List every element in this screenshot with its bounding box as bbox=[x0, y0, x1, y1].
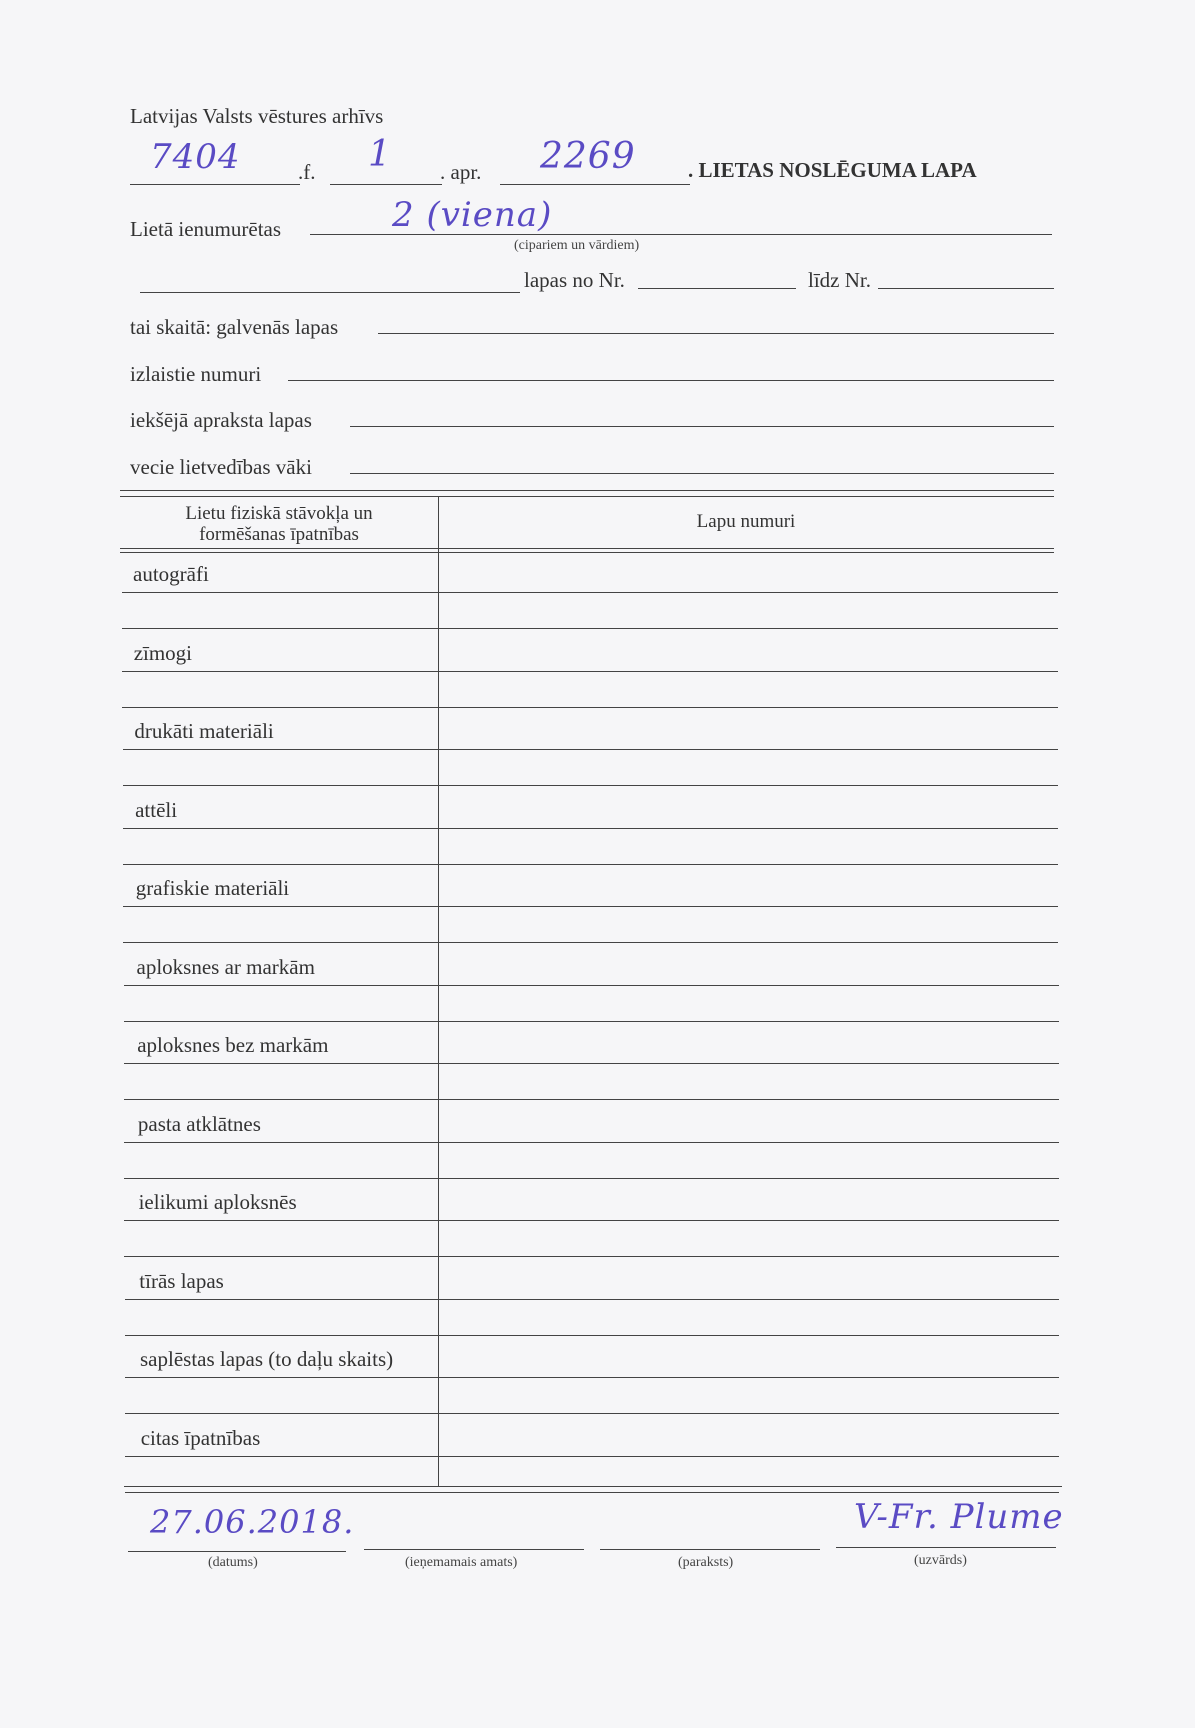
case-number-handwritten: 2269 bbox=[540, 136, 636, 177]
inner-description-underline bbox=[350, 426, 1054, 427]
table-row-label: ielikumi aploksnēs bbox=[138, 1190, 297, 1214]
fond-suffix: .f. bbox=[298, 160, 316, 184]
old-covers-underline bbox=[350, 473, 1054, 474]
old-covers-label: vecie lietvedības vāki bbox=[130, 455, 312, 479]
table-row-line bbox=[124, 1063, 1059, 1064]
col1-header-line2: formēšanas īpatnības bbox=[199, 524, 359, 545]
table-col1-header bbox=[120, 503, 438, 545]
table-row-line bbox=[122, 592, 1058, 593]
enumerated-hint: (cipariem un vārdiem) bbox=[514, 238, 640, 253]
inventory-underline bbox=[330, 184, 442, 185]
table-row-line bbox=[123, 749, 1059, 750]
surname-underline bbox=[836, 1547, 1056, 1548]
skipped-numbers-label: izlaistie numuri bbox=[130, 362, 262, 386]
table-row-separator bbox=[123, 942, 1058, 943]
enumerated-label: Lietā ienumurētas bbox=[130, 217, 282, 241]
table-row-separator bbox=[124, 1178, 1059, 1179]
signature-label: (paraksts) bbox=[678, 1555, 734, 1570]
table-header-bottom-line-2 bbox=[120, 552, 1054, 553]
table-row-label: pasta atklātnes bbox=[137, 1111, 261, 1136]
fond-underline bbox=[130, 184, 300, 185]
table-row-line bbox=[123, 906, 1058, 907]
table-row-line bbox=[124, 1142, 1059, 1143]
table-row-label: tīrās lapas bbox=[139, 1268, 224, 1293]
table-row-separator bbox=[122, 628, 1058, 629]
table-row-label: grafiskie materiāli bbox=[135, 876, 290, 900]
table-header-bottom-line-1 bbox=[120, 548, 1054, 549]
table-row-line bbox=[124, 985, 1059, 986]
table-row-label: saplēstas lapas (to daļu skaits) bbox=[140, 1347, 394, 1371]
inventory-number-handwritten: 1 bbox=[368, 134, 392, 175]
signature-underline bbox=[600, 1549, 820, 1550]
date-label: (datums) bbox=[208, 1555, 258, 1570]
date-underline bbox=[128, 1551, 346, 1552]
pages-from-label: lapas no Nr. bbox=[524, 268, 625, 292]
table-row-line bbox=[125, 1377, 1059, 1378]
pages-to-label: līdz Nr. bbox=[808, 268, 871, 292]
table-row-separator bbox=[123, 785, 1059, 786]
sheet-title: . LIETAS NOSLĒGUMA LAPA bbox=[688, 158, 977, 182]
table-row-separator bbox=[124, 1099, 1059, 1100]
skipped-numbers-underline bbox=[288, 380, 1054, 381]
pages-count-underline bbox=[140, 292, 520, 293]
surname-handwritten: V-Fr. Plume bbox=[854, 1497, 1064, 1537]
table-row-line bbox=[123, 828, 1058, 829]
table-col2-header: Lapu numuri bbox=[696, 511, 796, 532]
table-row-separator bbox=[123, 864, 1058, 865]
table-row-label: attēli bbox=[135, 797, 178, 822]
table-row-separator bbox=[124, 1256, 1058, 1257]
table-row-label: aploksnes bez markām bbox=[137, 1033, 329, 1057]
archive-name: Latvijas Valsts vēstures arhīvs bbox=[130, 104, 384, 128]
enumerated-underline bbox=[310, 234, 1052, 235]
fond-number-handwritten: 7404 bbox=[150, 137, 241, 177]
table-row-line bbox=[124, 1220, 1058, 1221]
main-pages-underline bbox=[378, 333, 1054, 334]
pages-to-underline bbox=[878, 288, 1054, 289]
table-bottom-line bbox=[124, 1486, 1062, 1487]
table-row-line bbox=[122, 671, 1058, 672]
table-top-line-1 bbox=[120, 490, 1054, 491]
inner-description-label: iekšējā apraksta lapas bbox=[130, 408, 312, 432]
table-row-label: drukāti materiāli bbox=[134, 719, 274, 743]
enumerated-count-handwritten: 2 (viena) bbox=[392, 195, 553, 235]
table-row-separator bbox=[125, 1335, 1059, 1336]
case-underline bbox=[500, 184, 690, 185]
table-row-separator bbox=[125, 1492, 1059, 1493]
table-row-line bbox=[125, 1299, 1059, 1300]
position-label: (ieņemamais amats) bbox=[405, 1555, 518, 1570]
surname-label: (uzvārds) bbox=[914, 1553, 967, 1568]
col1-header-line1: Lietu fiziskā stāvokļa un bbox=[185, 503, 373, 524]
table-row-label: autogrāfi bbox=[133, 562, 209, 586]
position-underline bbox=[364, 1549, 584, 1550]
table-row-label: zīmogi bbox=[133, 640, 193, 665]
table-row-separator bbox=[122, 707, 1058, 708]
inventory-label: . apr. bbox=[440, 160, 482, 184]
table-row-separator bbox=[125, 1413, 1059, 1414]
pages-from-underline bbox=[638, 288, 796, 289]
table-top-line-2 bbox=[120, 496, 1054, 497]
date-handwritten: 27.06.2018. bbox=[150, 1503, 355, 1541]
table-row-separator bbox=[124, 1021, 1059, 1022]
main-pages-label: tai skaitā: galvenās lapas bbox=[130, 315, 339, 339]
table-row-label: aploksnes ar markām bbox=[136, 954, 315, 979]
table-row-label: citas īpatnības bbox=[140, 1425, 261, 1450]
table-column-divider bbox=[438, 496, 439, 1486]
table-row-line bbox=[125, 1456, 1059, 1457]
